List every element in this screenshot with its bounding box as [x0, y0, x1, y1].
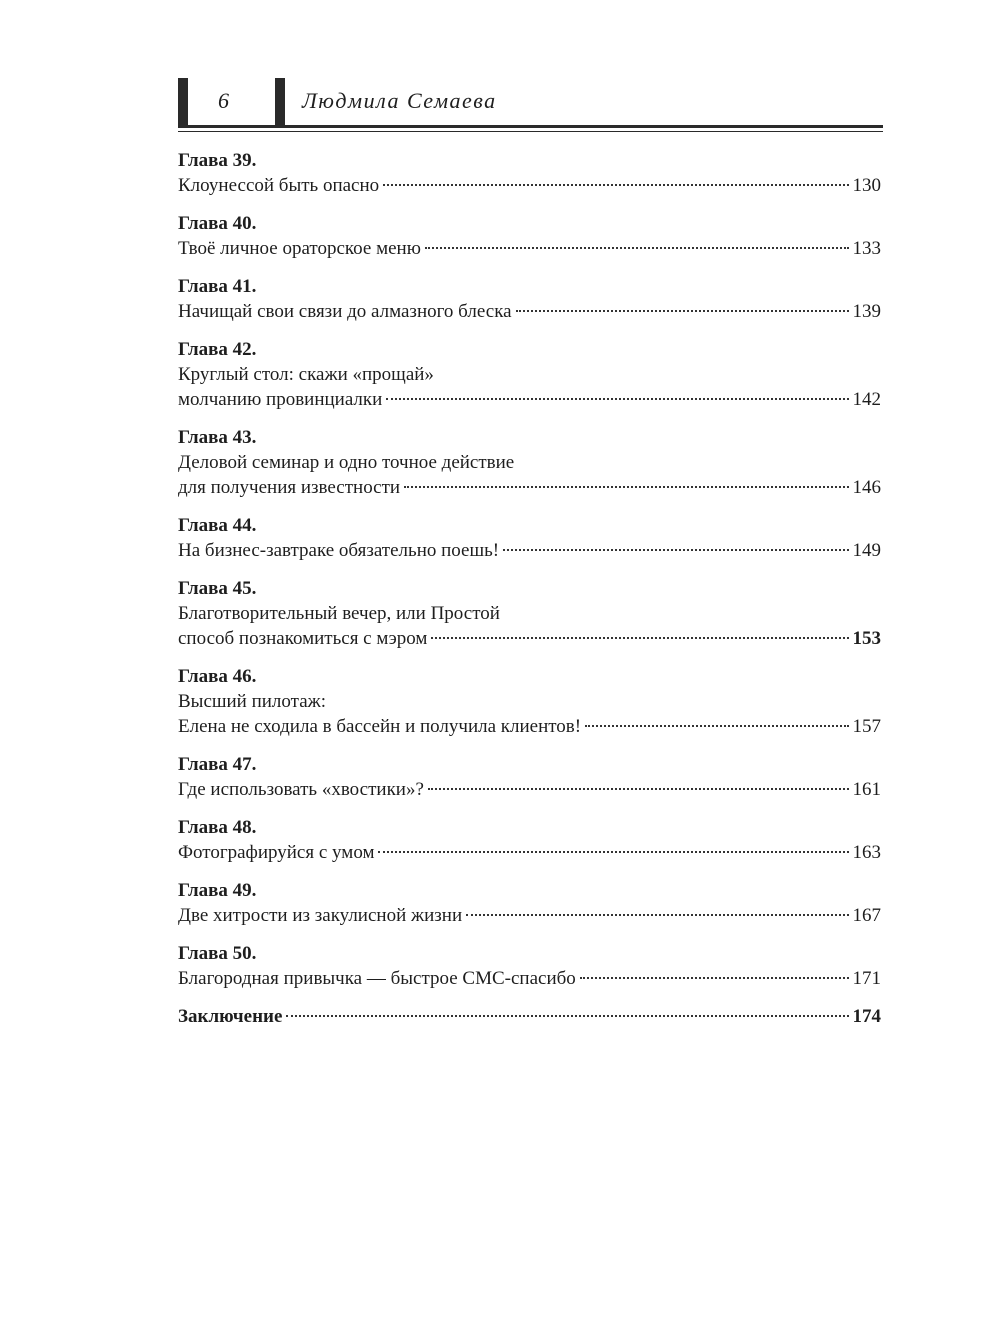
chapter-number: Глава 43. — [178, 427, 257, 448]
chapter-title-line: Круглый стол: скажи «прощай» — [178, 364, 434, 385]
toc-entry-49 — [178, 878, 881, 928]
chapter-title: Елена не сходила в бассейн и получила клиентов! — [178, 716, 582, 737]
toc-leader-line — [178, 714, 881, 739]
chapter-number: Глава 47. — [178, 754, 257, 775]
toc-leader-line — [178, 538, 881, 563]
dot-leader — [580, 977, 849, 979]
page-ref: 146 — [852, 477, 881, 498]
chapter-title: Благородная привычка — быстрое СМС-спасибо — [178, 968, 576, 989]
toc-leader-line — [178, 173, 881, 198]
toc-entry-48 — [178, 815, 881, 865]
page-ref: 163 — [852, 842, 881, 863]
header-bar-middle — [275, 78, 285, 128]
toc-entry-44 — [178, 513, 881, 563]
toc-entry-47 — [178, 752, 881, 802]
toc-leader-line — [178, 840, 881, 865]
chapter-title: для получения известности — [178, 477, 401, 498]
toc-leader-line — [178, 777, 881, 802]
dot-leader — [425, 247, 849, 249]
dot-leader — [404, 486, 848, 488]
toc-leader-line — [178, 299, 881, 324]
toc-leader-line — [178, 903, 881, 928]
page-ref: 174 — [852, 1006, 881, 1027]
toc-leader-line — [178, 236, 881, 261]
page-ref: 171 — [852, 968, 881, 989]
toc-entry-45 — [178, 576, 881, 651]
chapter-title: Две хитрости из закулисной жизни — [178, 905, 463, 926]
toc-leader-line — [178, 475, 881, 500]
page-ref: 161 — [852, 779, 881, 800]
chapter-title: Клоунессой быть опасно — [178, 175, 380, 196]
page-ref: 167 — [852, 905, 881, 926]
chapter-number: Глава 42. — [178, 339, 257, 360]
chapter-title: Фотографируйся с умом — [178, 842, 375, 863]
chapter-title: способ познакомиться с мэром — [178, 628, 428, 649]
toc-entry-39 — [178, 148, 881, 198]
toc-leader-line — [178, 1004, 881, 1029]
dot-leader — [503, 549, 848, 551]
chapter-number: Глава 40. — [178, 213, 257, 234]
chapter-title: молчанию провинциалки — [178, 389, 383, 410]
dot-leader — [386, 398, 848, 400]
header-bar-left — [178, 78, 188, 128]
page-ref: 149 — [852, 540, 881, 561]
chapter-title: На бизнес-завтраке обязательно поешь! — [178, 540, 500, 561]
header-rule-thick — [178, 125, 883, 128]
toc-leader-line — [178, 626, 881, 651]
chapter-number: Глава 45. — [178, 578, 257, 599]
dot-leader — [516, 310, 849, 312]
page-ref: 153 — [852, 628, 881, 649]
dot-leader — [431, 637, 848, 639]
chapter-number: Глава 48. — [178, 817, 257, 838]
chapter-number: Глава 44. — [178, 515, 257, 536]
chapter-number: Глава 39. — [178, 150, 257, 171]
chapter-title-line: Деловой семинар и одно точное действие — [178, 452, 515, 473]
toc-entry-50 — [178, 941, 881, 991]
dot-leader — [466, 914, 848, 916]
toc-entry-40 — [178, 211, 881, 261]
dot-leader — [378, 851, 848, 853]
toc-leader-line — [178, 387, 881, 412]
page-ref: 133 — [852, 238, 881, 259]
chapter-title: Где использовать «хвостики»? — [178, 779, 424, 800]
chapter-title-line: Высший пилотаж: — [178, 691, 327, 712]
conclusion-title: Заключение — [178, 1006, 283, 1027]
table-of-contents — [178, 148, 881, 1042]
chapter-number: Глава 41. — [178, 276, 257, 297]
dot-leader — [286, 1015, 848, 1017]
running-header — [178, 78, 883, 136]
toc-entry-43 — [178, 425, 881, 500]
toc-leader-line — [178, 966, 881, 991]
page-ref: 130 — [852, 175, 881, 196]
header-rule-thin — [178, 131, 883, 132]
page-ref: 139 — [852, 301, 881, 322]
toc-entry-41 — [178, 274, 881, 324]
toc-entry-42 — [178, 337, 881, 412]
chapter-title: Начищай свои связи до алмазного блеска — [178, 301, 512, 322]
page-ref: 157 — [852, 716, 881, 737]
author-name: Людмила Семаева — [302, 88, 497, 113]
chapter-number: Глава 46. — [178, 666, 257, 687]
toc-entry-46 — [178, 664, 881, 739]
chapter-title: Твоё личное ораторское меню — [178, 238, 421, 259]
chapter-title-line: Благотворительный вечер, или Простой — [178, 603, 500, 624]
chapter-number: Глава 50. — [178, 943, 257, 964]
chapter-number: Глава 49. — [178, 880, 257, 901]
dot-leader — [585, 725, 848, 727]
dot-leader — [428, 788, 849, 790]
page-ref: 142 — [852, 389, 881, 410]
toc-entry-conclusion — [178, 1004, 881, 1029]
page-number: 6 — [218, 88, 229, 113]
dot-leader — [383, 184, 848, 186]
